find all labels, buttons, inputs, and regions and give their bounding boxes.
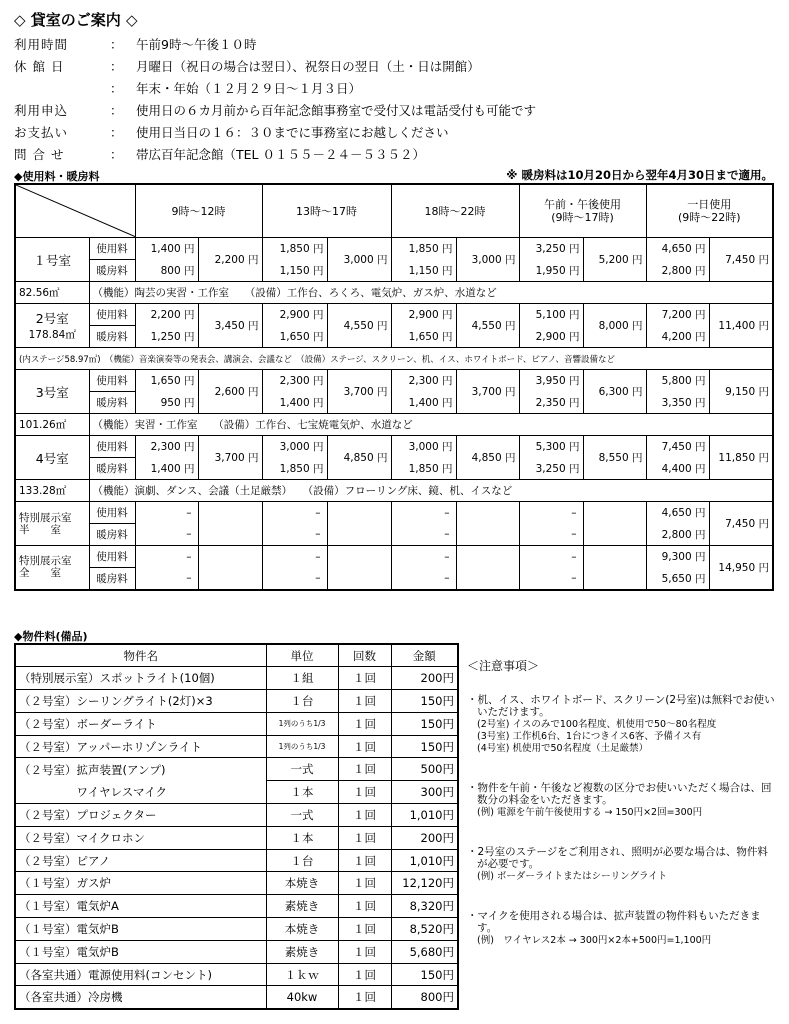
item-unit: 1列のうち1/3 (266, 735, 338, 758)
room-description: (内ステージ58.97㎡) （機能）音楽演奏等の発表会、講演会、会議など （設備）ステージ、スクリーン、机、イス、ホワイトボード、ピアノ、音響設備など (15, 348, 773, 370)
empty-total (198, 502, 262, 546)
usage-fee: 5,100 円 (519, 304, 583, 326)
heating-fee: 4,200 円 (646, 326, 709, 348)
page-title: ◇ 貸室のご案内 ◇ (14, 11, 138, 29)
item-price: 1,010円 (391, 804, 458, 827)
room-name: 4号室 (15, 436, 89, 480)
room-usage-row (15, 238, 773, 260)
item-unit: 一式 (266, 804, 338, 827)
item-times: １回 (338, 804, 391, 827)
heating-label: 暖房料 (89, 524, 135, 546)
total-fee: 4,550 円 (327, 304, 391, 348)
total-fee: 3,700 円 (327, 370, 391, 414)
special-room-line1: 特別展示室 (19, 555, 72, 568)
empty-total (456, 546, 519, 590)
empty-fee: – (135, 524, 198, 546)
item-name: （１号室）電気炉A (15, 895, 266, 918)
usage-fee: 3,000 円 (391, 436, 456, 458)
fee-table (14, 183, 774, 591)
item-price: 8,320円 (391, 895, 458, 918)
heating-fee: 4,400 円 (646, 458, 709, 480)
empty-total (327, 546, 391, 590)
total-fee: 9,150 円 (709, 370, 773, 414)
empty-fee: – (262, 546, 327, 568)
item-row (15, 781, 458, 804)
item-row (15, 940, 458, 963)
heating-fee: 1,400 円 (391, 392, 456, 414)
item-name: （各室共通）電源使用料(コンセント) (15, 963, 266, 986)
usage-fee: 2,200 円 (135, 304, 198, 326)
note-example: (2号室) イスのみで100名程度、机使用で50～80名程度 (477, 718, 717, 730)
special-room-name (15, 546, 89, 590)
room-usage-row (15, 304, 773, 326)
heating-fee: 1,650 円 (262, 326, 327, 348)
special-room-line2: 半 室 (19, 523, 61, 536)
item-name: （１号室）電気炉B (15, 918, 266, 941)
notes-section (467, 660, 777, 974)
empty-total (456, 502, 519, 546)
item-unit: 本焼き (266, 872, 338, 895)
usage-fee: 1,650 円 (135, 370, 198, 392)
item-price: 150円 (391, 712, 458, 735)
item-times: １回 (338, 667, 391, 690)
empty-total (583, 502, 646, 546)
items-table (14, 643, 459, 1010)
info-colon: ： (110, 103, 123, 118)
usage-fee: 4,650 円 (646, 502, 709, 524)
item-times: １回 (338, 849, 391, 872)
room-description: （機能）演劇、ダンス、会議（土足厳禁） （設備）フローリング床、鏡、机、イスなど (89, 480, 773, 502)
info-key: 利用申込 (14, 103, 69, 118)
total-fee: 3,700 円 (456, 370, 519, 414)
usage-fee: 7,450 円 (646, 436, 709, 458)
info-value: 年末・年始（１２月２９日～１月３日） (136, 81, 362, 96)
item-unit: １本 (266, 781, 338, 804)
info-colon: ： (110, 59, 123, 74)
heating-fee: 1,150 円 (262, 260, 327, 282)
heating-label: 暖房料 (89, 458, 135, 480)
total-fee: 4,850 円 (456, 436, 519, 480)
special-room-name (15, 502, 89, 546)
heating-label: 暖房料 (89, 260, 135, 282)
note-main: ・マイクを使用される場合は、拡声装置の物件料もいただきます。 (467, 909, 761, 934)
heating-fee: 1,400 円 (262, 392, 327, 414)
room-area: 101.26㎡ (15, 414, 89, 436)
total-fee: 3,700 円 (198, 436, 262, 480)
room-desc-row (15, 414, 773, 436)
usage-fee: 3,250 円 (519, 238, 583, 260)
total-fee: 5,200 円 (583, 238, 646, 282)
heating-fee: 2,800 円 (646, 524, 709, 546)
empty-fee: – (135, 502, 198, 524)
special-heating-row (15, 524, 773, 546)
empty-fee: – (262, 502, 327, 524)
note-main: ・机、イス、ホワイトボード、スクリーン(2号室)は無料でお使いいただけます。 (467, 693, 775, 718)
item-name: （２号室）プロジェクター (15, 804, 266, 827)
item-price: 1,010円 (391, 849, 458, 872)
heating-fee: 1,650 円 (391, 326, 456, 348)
item-row (15, 758, 458, 781)
heating-fee: 2,900 円 (519, 326, 583, 348)
info-key: お支払い (14, 125, 69, 140)
item-times: １回 (338, 826, 391, 849)
item-unit: １組 (266, 667, 338, 690)
item-name: （各室共通）冷房機 (15, 986, 266, 1009)
empty-fee: – (391, 524, 456, 546)
usage-label: 使用料 (89, 304, 135, 326)
item-name: （２号室）アッパーホリゾンライト (15, 735, 266, 758)
empty-total (198, 546, 262, 590)
total-fee: 6,300 円 (583, 370, 646, 414)
notes-title: ＜注意事項＞ (467, 659, 540, 673)
usage-fee: 2,300 円 (391, 370, 456, 392)
empty-fee: – (262, 524, 327, 546)
item-price: 500円 (391, 758, 458, 781)
item-price: 8,520円 (391, 918, 458, 941)
item-times: １回 (338, 895, 391, 918)
item-price: 150円 (391, 735, 458, 758)
diagonal-line (16, 185, 136, 237)
item-unit: 素焼き (266, 895, 338, 918)
room-heating-row (15, 458, 773, 480)
total-fee: 2,600 円 (198, 370, 262, 414)
empty-fee: – (391, 546, 456, 568)
room-area: 133.28㎡ (15, 480, 89, 502)
info-value: 帯広百年記念館（TEL ０１５５－２４－５３５２） (136, 147, 425, 162)
special-usage-row (15, 546, 773, 568)
info-colon: ： (110, 147, 123, 162)
total-fee: 3,000 円 (327, 238, 391, 282)
usage-fee: 7,200 円 (646, 304, 709, 326)
item-price: 150円 (391, 690, 458, 713)
heating-fee: 800 円 (135, 260, 198, 282)
heating-fee: 3,250 円 (519, 458, 583, 480)
usage-fee: 5,800 円 (646, 370, 709, 392)
info-row (14, 78, 774, 100)
total-fee: 8,000 円 (583, 304, 646, 348)
times-header: 回数 (338, 644, 391, 667)
item-name: （２号室）ピアノ (15, 849, 266, 872)
usage-fee: 2,300 円 (262, 370, 327, 392)
info-colon: ： (110, 81, 123, 96)
item-times: １回 (338, 735, 391, 758)
usage-label: 使用料 (89, 436, 135, 458)
info-key: 休 館 日 (14, 59, 65, 74)
item-name: （１号室）電気炉B (15, 940, 266, 963)
note-example: (例) ワイヤレス2本 → 300円×2本+500円=1,100円 (477, 934, 712, 946)
note-item (467, 910, 777, 947)
room-usage-row (15, 370, 773, 392)
item-name-header: 物件名 (15, 644, 266, 667)
item-name: ワイヤレスマイク (15, 781, 266, 804)
room-area: 178.84㎡ (28, 329, 76, 341)
item-row (15, 986, 458, 1009)
item-unit: １台 (266, 690, 338, 713)
item-name: （特別展示室）スポットライト(10個) (15, 667, 266, 690)
heating-note: ※ 暖房料は10月20日から翌年4月30日まで適用。 (506, 168, 773, 182)
heating-fee: 5,650 円 (646, 568, 709, 590)
usage-fee: 1,850 円 (262, 238, 327, 260)
total-fee: 2,200 円 (198, 238, 262, 282)
heating-fee: 2,800 円 (646, 260, 709, 282)
empty-fee: – (391, 502, 456, 524)
item-unit: 1列のうち1/3 (266, 712, 338, 735)
info-row (14, 34, 774, 56)
usage-fee: 2,300 円 (135, 436, 198, 458)
time-slot-header: 一日使用 (9時～22時) (646, 184, 773, 238)
item-row (15, 895, 458, 918)
special-room-line1: 特別展示室 (19, 511, 72, 524)
item-row (15, 712, 458, 735)
room-desc-row (15, 282, 773, 304)
empty-fee: – (519, 546, 583, 568)
usage-fee: 5,300 円 (519, 436, 583, 458)
total-fee: 8,550 円 (583, 436, 646, 480)
info-colon: ： (110, 125, 123, 140)
total-fee: 4,850 円 (327, 436, 391, 480)
item-times: １回 (338, 712, 391, 735)
note-item (467, 782, 777, 819)
empty-fee: – (262, 568, 327, 590)
heating-fee: 2,350 円 (519, 392, 583, 414)
info-key: 問 合 せ (14, 147, 65, 162)
note-item (467, 694, 777, 755)
special-room-line2: 全 室 (19, 567, 61, 580)
room-desc-row (15, 480, 773, 502)
info-row (14, 100, 774, 122)
item-times: １回 (338, 781, 391, 804)
heating-fee: 1,400 円 (135, 458, 198, 480)
heating-fee: 1,250 円 (135, 326, 198, 348)
info-key: 利用時間 (14, 37, 69, 52)
empty-fee: – (519, 524, 583, 546)
item-price: 800円 (391, 986, 458, 1009)
item-price: 200円 (391, 826, 458, 849)
room-description: （機能）実習・工作室 （設備）工作台、七宝焼電気炉、水道など (89, 414, 773, 436)
fees-heading: ◆使用料・暖房料 (14, 170, 100, 183)
empty-total (583, 546, 646, 590)
room-name: １号室 (15, 238, 89, 282)
usage-fee: 2,900 円 (262, 304, 327, 326)
heating-fee: 1,150 円 (391, 260, 456, 282)
empty-total (327, 502, 391, 546)
total-fee: 3,450 円 (198, 304, 262, 348)
item-row (15, 667, 458, 690)
usage-fee: 2,900 円 (391, 304, 456, 326)
item-unit: １台 (266, 849, 338, 872)
heating-fee: 1,850 円 (262, 458, 327, 480)
item-price: 300円 (391, 781, 458, 804)
usage-fee: 1,400 円 (135, 238, 198, 260)
item-times: １回 (338, 986, 391, 1009)
total-fee: 14,950 円 (709, 546, 773, 590)
empty-fee: – (135, 546, 198, 568)
note-example: (例) 電源を午前午後使用する → 150円×2回=300円 (477, 806, 703, 818)
usage-fee: 1,850 円 (391, 238, 456, 260)
usage-label: 使用料 (89, 238, 135, 260)
header-corner (15, 184, 135, 238)
item-unit: 素焼き (266, 940, 338, 963)
items-heading: ◆物件料(備品) (14, 630, 88, 643)
info-section (14, 34, 774, 166)
note-main: ・物件を午前・午後など複数の区分でお使いいただく場合は、回数分の料金をいただきます。 (467, 781, 772, 806)
item-unit: 本焼き (266, 918, 338, 941)
usage-label: 使用料 (89, 370, 135, 392)
heating-label: 暖房料 (89, 568, 135, 590)
heating-fee: 3,350 円 (646, 392, 709, 414)
room-heating-row (15, 326, 773, 348)
empty-fee: – (519, 568, 583, 590)
total-fee: 4,550 円 (456, 304, 519, 348)
heating-label: 暖房料 (89, 326, 135, 348)
item-times: １回 (338, 758, 391, 781)
item-unit: 40kw (266, 986, 338, 1009)
usage-label: 使用料 (89, 502, 135, 524)
info-value: 使用日の６カ月前から百年記念館事務室で受付又は電話受付も可能です (136, 103, 537, 118)
note-item (467, 846, 777, 883)
time-slot-header: 9時～12時 (135, 184, 262, 238)
empty-fee: – (135, 568, 198, 590)
item-unit: 一式 (266, 758, 338, 781)
info-row (14, 144, 774, 166)
info-value: 使用日当日の１６：３０までに事務室にお越しください (136, 125, 449, 140)
item-times: １回 (338, 690, 391, 713)
item-name: （２号室）ボーダーライト (15, 712, 266, 735)
room-area: 82.56㎡ (15, 282, 89, 304)
room-desc-row (15, 348, 773, 370)
item-price: 5,680円 (391, 940, 458, 963)
item-unit: １本 (266, 826, 338, 849)
item-price: 12,120円 (391, 872, 458, 895)
info-row (14, 56, 774, 78)
room-name: 3号室 (15, 370, 89, 414)
price-header: 金額 (391, 644, 458, 667)
total-fee: 11,850 円 (709, 436, 773, 480)
room-description: （機能）陶芸の実習・工作室 （設備）工作台、ろくろ、電気炉、ガス炉、水道など (89, 282, 773, 304)
item-row (15, 918, 458, 941)
item-name: （２号室）マイクロホン (15, 826, 266, 849)
note-example: (4号室) 机使用で50名程度（土足厳禁） (477, 742, 649, 754)
item-price: 150円 (391, 963, 458, 986)
time-slot-header: 午前・午後使用 (9時～17時) (519, 184, 646, 238)
note-main: ・2号室のステージをご利用され、照明が必要な場合は、物件料が必要です。 (467, 845, 768, 870)
total-fee: 3,000 円 (456, 238, 519, 282)
note-example: (例) ボーダーライトまたはシーリングライト (477, 870, 668, 882)
heating-fee: 1,950 円 (519, 260, 583, 282)
fee-header-row (15, 184, 773, 238)
usage-fee: 4,650 円 (646, 238, 709, 260)
heating-fee: 1,850 円 (391, 458, 456, 480)
item-times: １回 (338, 918, 391, 941)
room-heating-row (15, 392, 773, 414)
unit-header: 単位 (266, 644, 338, 667)
heating-fee: 950 円 (135, 392, 198, 414)
empty-fee: – (391, 568, 456, 590)
room-name (15, 304, 89, 348)
room-usage-row (15, 436, 773, 458)
item-times: １回 (338, 872, 391, 895)
special-heating-row (15, 568, 773, 590)
item-unit: １ｋｗ (266, 963, 338, 986)
item-name: （２号室）シーリングライト(2灯)×3 (15, 690, 266, 713)
room-heating-row (15, 260, 773, 282)
total-fee: 7,450 円 (709, 502, 773, 546)
item-row (15, 735, 458, 758)
info-value: 午前9時～午後１０時 (136, 37, 257, 52)
usage-fee: 3,000 円 (262, 436, 327, 458)
special-usage-row (15, 502, 773, 524)
note-example: (3号室) 工作机6台、1台につきイス6客、予備イス有 (477, 730, 702, 742)
item-row (15, 804, 458, 827)
info-value: 月曜日（祝日の場合は翌日）、祝祭日の翌日（土・日は開館） (136, 59, 480, 74)
heating-label: 暖房料 (89, 392, 135, 414)
items-header-row (15, 644, 458, 667)
time-slot-header: 18時～22時 (391, 184, 519, 238)
total-fee: 11,400 円 (709, 304, 773, 348)
room-name: 2号室 (35, 311, 69, 326)
item-row (15, 690, 458, 713)
item-times: １回 (338, 940, 391, 963)
item-name: （２号室）拡声装置(アンプ) (15, 758, 266, 781)
usage-fee: 3,950 円 (519, 370, 583, 392)
empty-fee: – (519, 502, 583, 524)
usage-fee: 9,300 円 (646, 546, 709, 568)
item-times: １回 (338, 963, 391, 986)
item-row (15, 849, 458, 872)
total-fee: 7,450 円 (709, 238, 773, 282)
usage-label: 使用料 (89, 546, 135, 568)
time-slot-header: 13時～17時 (262, 184, 391, 238)
item-row (15, 872, 458, 895)
item-price: 200円 (391, 667, 458, 690)
item-name: （１号室）ガス炉 (15, 872, 266, 895)
info-row (14, 122, 774, 144)
item-row (15, 963, 458, 986)
item-row (15, 826, 458, 849)
info-colon: ： (110, 37, 123, 52)
